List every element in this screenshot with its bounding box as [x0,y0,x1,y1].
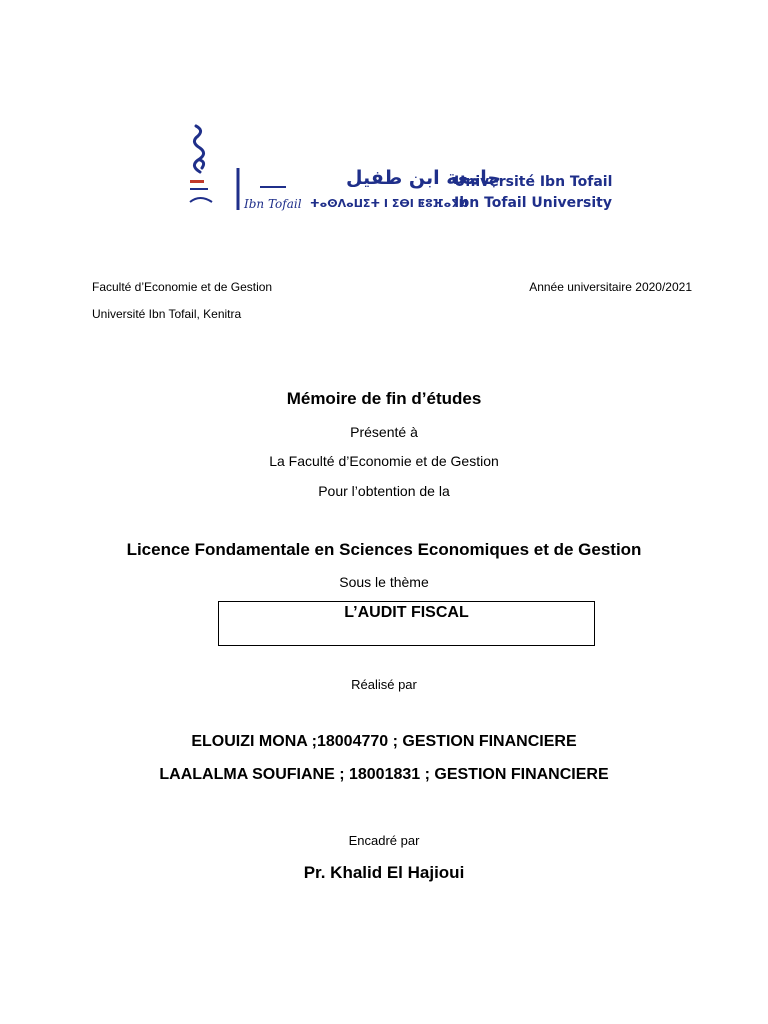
theme-title: L’AUDIT FISCAL [344,604,469,621]
calligraphy-emblem-icon [194,126,203,172]
emblem-bar [260,186,286,188]
presented-to: Présenté à [350,424,418,440]
supervised-by-label: Encadré par [348,833,420,848]
logo-name-fr: Université Ibn Tofail [454,174,613,190]
made-by-label: Réalisé par [351,677,417,692]
emblem-bar [190,188,208,190]
faculty-full-name: La Faculté d’Economie et de Gestion [269,453,499,469]
faculty-name: Faculté d’Economie et de Gestion [92,280,273,294]
emblem-bar [190,180,204,183]
academic-year: Année universitaire 2020/2021 [529,280,692,294]
degree-name: Licence Fondamentale en Sciences Economiques et de Gestion [126,540,642,559]
emblem-arabic-stroke [190,198,212,202]
logo-arabic-name: جامعة ابن طفيل [346,167,502,189]
university-logo [186,120,626,215]
logo-name-en: Ibn Tofail University [454,195,612,211]
document-title: Mémoire de fin d’études [286,389,482,408]
university-location: Université Ibn Tofail, Kenitra [92,307,242,321]
theme-label: Sous le thème [339,574,429,590]
logo-emblem-text: Ibn Tofail [244,197,302,211]
student-2: LAALALMA SOUFIANE ; 18001831 ; GESTION FINANCIERE [159,766,609,783]
student-1: ELOUIZI MONA ;18004770 ; GESTION FINANCIERE [191,733,577,750]
logo-tifinagh-name: ⵜⴰⵙⴷⴰⵡⵉⵜ ⵏ ⵉⴱⵏ ⵟⵓⴼⴰⵢⵍ [310,197,468,210]
supervisor-name: Pr. Khalid El Hajioui [303,863,465,882]
for-obtaining: Pour l’obtention de la [318,483,450,499]
